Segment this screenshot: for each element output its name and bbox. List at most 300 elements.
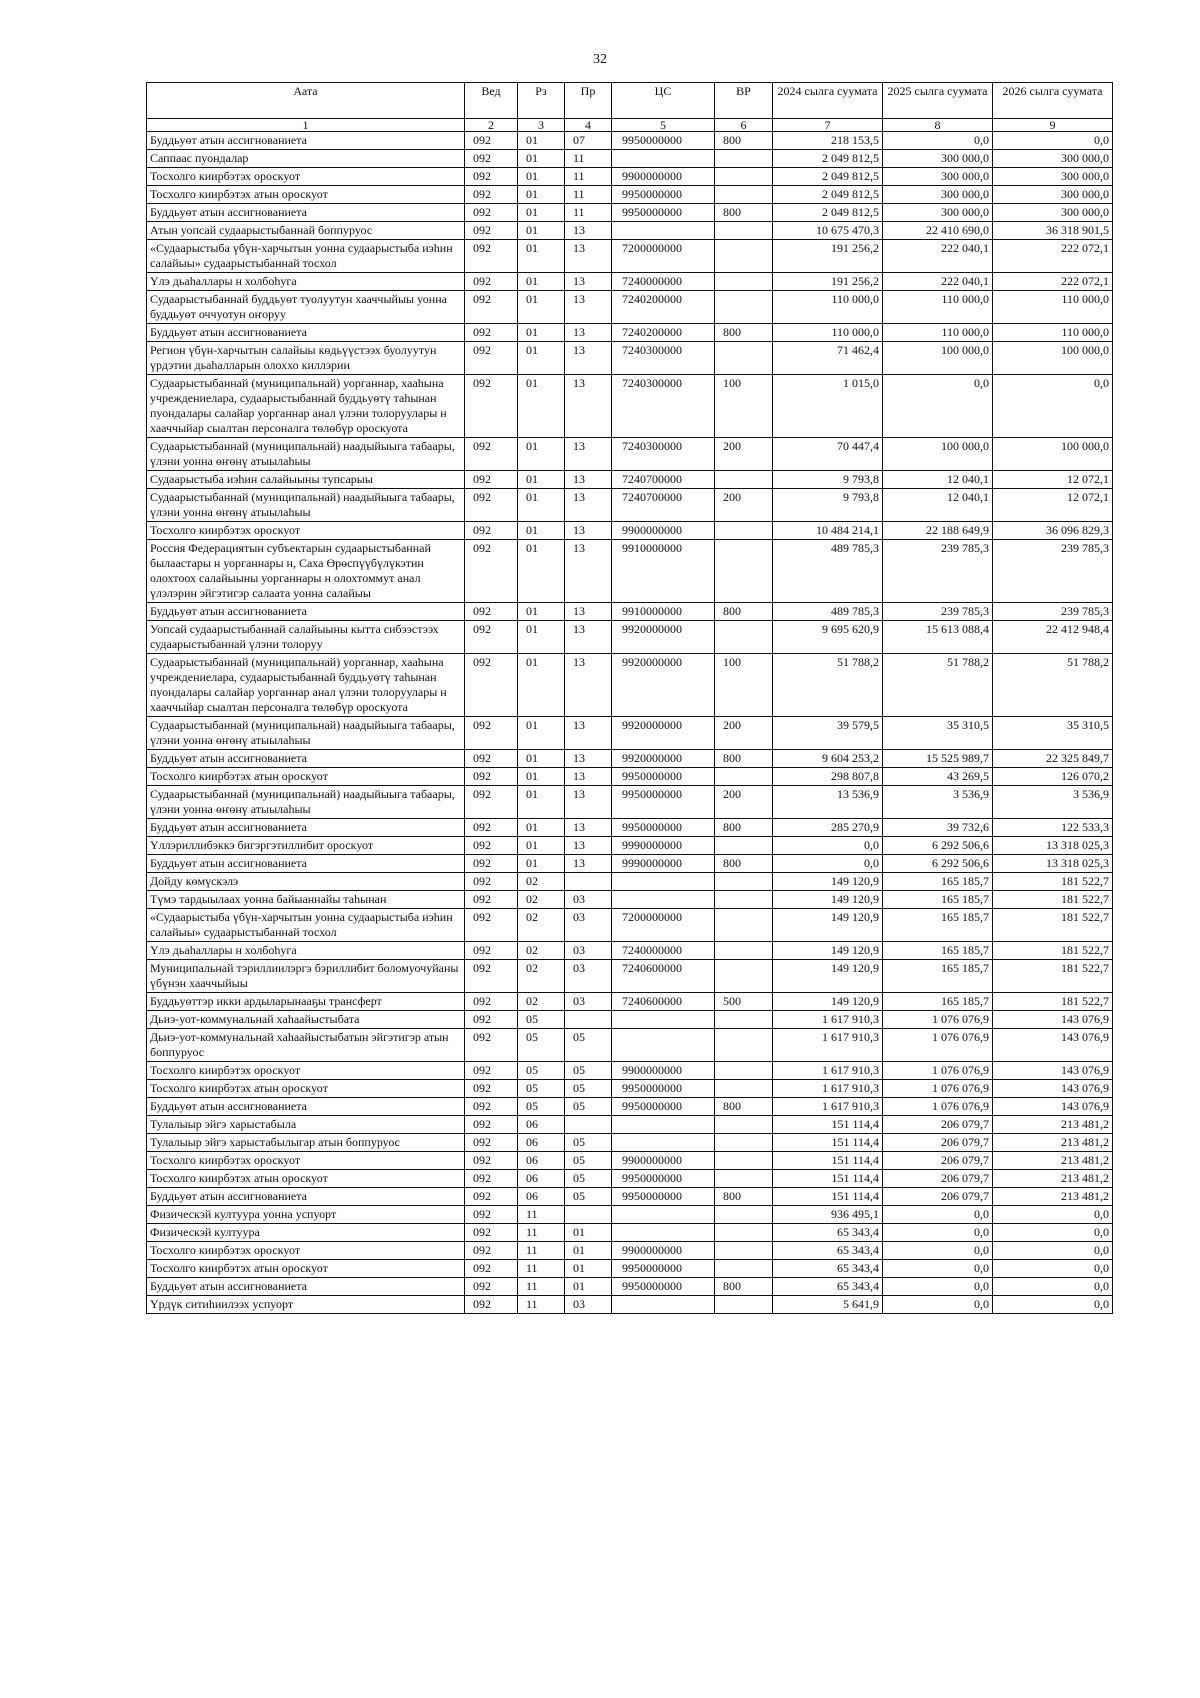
cs-cell: 9950000000 xyxy=(612,1188,715,1206)
row-name-cell: Тосхолго киирбэтэх атын ороскуот xyxy=(147,1170,465,1188)
table-row xyxy=(147,786,1113,819)
rz-cell: 01 xyxy=(518,489,565,522)
amount-2025-cell: 206 079,7 xyxy=(883,1116,993,1134)
vr-cell: 800 xyxy=(715,855,773,873)
table-row xyxy=(147,750,1113,768)
ved-cell: 092 xyxy=(465,837,518,855)
cs-cell: 9950000000 xyxy=(612,786,715,819)
row-name-cell: Буддьуөт атын ассигнованиета xyxy=(147,1098,465,1116)
rz-cell: 01 xyxy=(518,603,565,621)
amount-2026-cell: 181 522,7 xyxy=(993,873,1113,891)
ved-cell: 092 xyxy=(465,1260,518,1278)
pr-cell xyxy=(565,873,612,891)
amount-2024-cell: 1 617 910,3 xyxy=(773,1062,883,1080)
pr-cell: 13 xyxy=(565,717,612,750)
column-number: 5 xyxy=(612,119,715,132)
pr-cell: 05 xyxy=(565,1188,612,1206)
amount-2025-cell: 300 000,0 xyxy=(883,150,993,168)
rz-cell: 01 xyxy=(518,540,565,603)
amount-2026-cell: 143 076,9 xyxy=(993,1062,1113,1080)
pr-cell: 13 xyxy=(565,786,612,819)
pr-cell: 11 xyxy=(565,204,612,222)
vr-cell xyxy=(715,1224,773,1242)
amount-2024-cell: 489 785,3 xyxy=(773,540,883,603)
rz-cell: 11 xyxy=(518,1278,565,1296)
ved-cell: 092 xyxy=(465,621,518,654)
amount-2026-cell: 300 000,0 xyxy=(993,168,1113,186)
vr-cell: 800 xyxy=(715,603,773,621)
amount-2026-cell: 122 533,3 xyxy=(993,819,1113,837)
cs-cell: 9950000000 xyxy=(612,1098,715,1116)
cs-cell: 9900000000 xyxy=(612,1152,715,1170)
pr-cell: 13 xyxy=(565,837,612,855)
pr-cell xyxy=(565,1116,612,1134)
row-name-cell: Буддьуөт атын ассигнованиета xyxy=(147,603,465,621)
pr-cell: 13 xyxy=(565,768,612,786)
amount-2026-cell: 100 000,0 xyxy=(993,342,1113,375)
pr-cell: 13 xyxy=(565,654,612,717)
rz-cell: 02 xyxy=(518,993,565,1011)
pr-cell: 13 xyxy=(565,324,612,342)
cs-cell xyxy=(612,1011,715,1029)
amount-2025-cell: 22 188 649,9 xyxy=(883,522,993,540)
amount-2025-cell: 165 185,7 xyxy=(883,993,993,1011)
pr-cell: 01 xyxy=(565,1278,612,1296)
vr-cell xyxy=(715,150,773,168)
ved-cell: 092 xyxy=(465,1098,518,1116)
vr-cell xyxy=(715,1029,773,1062)
row-name-cell: Буддьуөттэр икки ардыларынааҕы трансферт xyxy=(147,993,465,1011)
row-name-cell: Судаарыстыбаннай (муниципальнай) наадыйыыга табаары, үлэни уонна өҥөнү атыылаһыы xyxy=(147,786,465,819)
amount-2024-cell: 5 641,9 xyxy=(773,1296,883,1314)
row-name-cell: Судаарыстыбаннай (муниципальнай) уорганнар, хааһына учреждениелара, судаарыстыбаннай буддьуөтү таһынан пуондалары салайар уорганнар анал үлэни толоруулары н хааччыйар сыалтан персоналга төлөбүр ороскуота xyxy=(147,375,465,438)
ved-cell: 092 xyxy=(465,1278,518,1296)
pr-cell: 13 xyxy=(565,438,612,471)
amount-2026-cell: 13 318 025,3 xyxy=(993,837,1113,855)
amount-2025-cell: 165 185,7 xyxy=(883,942,993,960)
pr-cell: 13 xyxy=(565,855,612,873)
amount-2024-cell: 70 447,4 xyxy=(773,438,883,471)
amount-2026-cell: 213 481,2 xyxy=(993,1170,1113,1188)
amount-2025-cell: 3 536,9 xyxy=(883,786,993,819)
header-name: Аата xyxy=(147,83,465,119)
header-vr: ВР xyxy=(715,83,773,119)
vr-cell: 800 xyxy=(715,204,773,222)
row-name-cell: Тосхолго киирбэтэх ороскуот xyxy=(147,168,465,186)
ved-cell: 092 xyxy=(465,1080,518,1098)
amount-2025-cell: 15 613 088,4 xyxy=(883,621,993,654)
row-name-cell: Судаарыстыба иэһин салайыыны тупсарыы xyxy=(147,471,465,489)
table-row xyxy=(147,471,1113,489)
vr-cell xyxy=(715,222,773,240)
amount-2026-cell: 36 096 829,3 xyxy=(993,522,1113,540)
cs-cell: 9950000000 xyxy=(612,1260,715,1278)
table-row xyxy=(147,1098,1113,1116)
cs-cell: 7240300000 xyxy=(612,342,715,375)
rz-cell: 01 xyxy=(518,132,565,150)
table-row xyxy=(147,168,1113,186)
cs-cell: 7240000000 xyxy=(612,942,715,960)
rz-cell: 01 xyxy=(518,855,565,873)
amount-2025-cell: 12 040,1 xyxy=(883,489,993,522)
cs-cell: 9950000000 xyxy=(612,1080,715,1098)
cs-cell: 9990000000 xyxy=(612,837,715,855)
table-row xyxy=(147,522,1113,540)
amount-2026-cell: 213 481,2 xyxy=(993,1116,1113,1134)
table-row xyxy=(147,1116,1113,1134)
vr-cell xyxy=(715,1206,773,1224)
vr-cell xyxy=(715,1062,773,1080)
amount-2026-cell: 300 000,0 xyxy=(993,150,1113,168)
amount-2026-cell: 0,0 xyxy=(993,375,1113,438)
rz-cell: 01 xyxy=(518,750,565,768)
amount-2025-cell: 110 000,0 xyxy=(883,324,993,342)
pr-cell: 13 xyxy=(565,750,612,768)
header-ved: Вед xyxy=(465,83,518,119)
table-row xyxy=(147,1062,1113,1080)
row-name-cell: Тосхолго киирбэтэх ороскуот xyxy=(147,1062,465,1080)
vr-cell xyxy=(715,291,773,324)
amount-2024-cell: 285 270,9 xyxy=(773,819,883,837)
vr-cell xyxy=(715,1260,773,1278)
amount-2025-cell: 15 525 989,7 xyxy=(883,750,993,768)
table-row xyxy=(147,273,1113,291)
amount-2024-cell: 151 114,4 xyxy=(773,1170,883,1188)
ved-cell: 092 xyxy=(465,750,518,768)
rz-cell: 01 xyxy=(518,837,565,855)
amount-2025-cell: 165 185,7 xyxy=(883,960,993,993)
table-row xyxy=(147,909,1113,942)
row-name-cell: Үрдүк ситиһиилээх успуорт xyxy=(147,1296,465,1314)
amount-2024-cell: 151 114,4 xyxy=(773,1188,883,1206)
amount-2024-cell: 9 604 253,2 xyxy=(773,750,883,768)
row-name-cell: Уопсай судаарыстыбаннай салайыыны кытта сибээстээх судаарыстыбаннай үлэни толоруу xyxy=(147,621,465,654)
amount-2024-cell: 151 114,4 xyxy=(773,1116,883,1134)
row-name-cell: Муниципальнай тэриллиилэргэ бэриллибит боломуочуйаны үбүнэн хааччыйыы xyxy=(147,960,465,993)
rz-cell: 11 xyxy=(518,1260,565,1278)
amount-2025-cell: 300 000,0 xyxy=(883,186,993,204)
amount-2024-cell: 51 788,2 xyxy=(773,654,883,717)
column-number: 9 xyxy=(993,119,1113,132)
row-name-cell: «Судаарыстыба үбүн-харчытын уонна судаарыстыба иэһин салайыы» судаарыстыбаннай тосхол xyxy=(147,909,465,942)
pr-cell: 13 xyxy=(565,240,612,273)
amount-2025-cell: 0,0 xyxy=(883,1296,993,1314)
amount-2026-cell: 181 522,7 xyxy=(993,960,1113,993)
rz-cell: 01 xyxy=(518,150,565,168)
rz-cell: 01 xyxy=(518,273,565,291)
vr-cell: 200 xyxy=(715,786,773,819)
cs-cell: 9950000000 xyxy=(612,1278,715,1296)
table-row xyxy=(147,717,1113,750)
amount-2025-cell: 0,0 xyxy=(883,1260,993,1278)
row-name-cell: Судаарыстыбаннай (муниципальнай) наадыйыыга табаары, үлэни уонна өҥөнү атыылаһыы xyxy=(147,438,465,471)
vr-cell xyxy=(715,168,773,186)
row-name-cell: Россия Федерациятын субъектарын судаарыстыбаннай былаастары н уорганнары н, Саха Өрөспүүбүлүкэтин олохтоох салайыыны уорганнары н олохтоммут анал үлэлэрин эйгэтигэр салаата уонна салайыы xyxy=(147,540,465,603)
amount-2025-cell: 12 040,1 xyxy=(883,471,993,489)
amount-2024-cell: 936 495,1 xyxy=(773,1206,883,1224)
rz-cell: 02 xyxy=(518,873,565,891)
pr-cell: 13 xyxy=(565,375,612,438)
table-row xyxy=(147,621,1113,654)
vr-cell xyxy=(715,1116,773,1134)
table-row xyxy=(147,960,1113,993)
amount-2025-cell: 165 185,7 xyxy=(883,909,993,942)
cs-cell xyxy=(612,873,715,891)
vr-cell: 800 xyxy=(715,750,773,768)
rz-cell: 02 xyxy=(518,909,565,942)
ved-cell: 092 xyxy=(465,540,518,603)
row-name-cell: Тосхолго киирбэтэх атын ороскуот xyxy=(147,1260,465,1278)
table-body xyxy=(147,132,1113,1314)
vr-cell xyxy=(715,768,773,786)
amount-2026-cell: 222 072,1 xyxy=(993,273,1113,291)
vr-cell: 200 xyxy=(715,717,773,750)
cs-cell xyxy=(612,891,715,909)
pr-cell: 13 xyxy=(565,291,612,324)
rz-cell: 01 xyxy=(518,375,565,438)
row-name-cell: Үллэриллибэккэ бигэргэтиллибит ороскуот xyxy=(147,837,465,855)
pr-cell: 05 xyxy=(565,1080,612,1098)
amount-2026-cell: 181 522,7 xyxy=(993,942,1113,960)
row-name-cell: Буддьуөт атын ассигнованиета xyxy=(147,855,465,873)
vr-cell xyxy=(715,342,773,375)
vr-cell: 100 xyxy=(715,654,773,717)
rz-cell: 01 xyxy=(518,291,565,324)
header-2024: 2024 сылга суумата xyxy=(773,83,883,119)
amount-2025-cell: 239 785,3 xyxy=(883,540,993,603)
table-row xyxy=(147,654,1113,717)
pr-cell: 13 xyxy=(565,273,612,291)
ved-cell: 092 xyxy=(465,273,518,291)
amount-2025-cell: 43 269,5 xyxy=(883,768,993,786)
table-row xyxy=(147,204,1113,222)
header-rz: Рз xyxy=(518,83,565,119)
ved-cell: 092 xyxy=(465,768,518,786)
amount-2025-cell: 35 310,5 xyxy=(883,717,993,750)
table-row xyxy=(147,1242,1113,1260)
header-pr: Пр xyxy=(565,83,612,119)
ved-cell: 092 xyxy=(465,1029,518,1062)
cs-cell xyxy=(612,150,715,168)
header-cs: ЦС xyxy=(612,83,715,119)
table-row xyxy=(147,342,1113,375)
table-row xyxy=(147,993,1113,1011)
pr-cell: 13 xyxy=(565,222,612,240)
pr-cell: 11 xyxy=(565,168,612,186)
cs-cell: 7200000000 xyxy=(612,240,715,273)
amount-2025-cell: 100 000,0 xyxy=(883,438,993,471)
row-name-cell: Судаарыстыбаннай (муниципальнай) наадыйыыга табаары, үлэни уонна өҥөнү атыылаһыы xyxy=(147,717,465,750)
amount-2024-cell: 1 617 910,3 xyxy=(773,1080,883,1098)
vr-cell xyxy=(715,1170,773,1188)
amount-2026-cell: 222 072,1 xyxy=(993,240,1113,273)
amount-2025-cell: 39 732,6 xyxy=(883,819,993,837)
table-row xyxy=(147,186,1113,204)
table-row xyxy=(147,603,1113,621)
ved-cell: 092 xyxy=(465,375,518,438)
pr-cell: 03 xyxy=(565,942,612,960)
amount-2026-cell: 0,0 xyxy=(993,1242,1113,1260)
ved-cell: 092 xyxy=(465,993,518,1011)
pr-cell: 03 xyxy=(565,1296,612,1314)
ved-cell: 092 xyxy=(465,168,518,186)
table-row xyxy=(147,1224,1113,1242)
amount-2024-cell: 10 675 470,3 xyxy=(773,222,883,240)
amount-2025-cell: 0,0 xyxy=(883,1206,993,1224)
cs-cell: 9950000000 xyxy=(612,1170,715,1188)
pr-cell: 05 xyxy=(565,1134,612,1152)
amount-2024-cell: 2 049 812,5 xyxy=(773,150,883,168)
amount-2024-cell: 191 256,2 xyxy=(773,273,883,291)
ved-cell: 092 xyxy=(465,1152,518,1170)
vr-cell: 800 xyxy=(715,132,773,150)
pr-cell: 05 xyxy=(565,1170,612,1188)
vr-cell: 800 xyxy=(715,1098,773,1116)
pr-cell: 01 xyxy=(565,1224,612,1242)
amount-2026-cell: 12 072,1 xyxy=(993,489,1113,522)
amount-2025-cell: 1 076 076,9 xyxy=(883,1029,993,1062)
row-name-cell: Тулалыыр эйгэ харыстабыла xyxy=(147,1116,465,1134)
ved-cell: 092 xyxy=(465,240,518,273)
amount-2026-cell: 0,0 xyxy=(993,1206,1113,1224)
vr-cell: 200 xyxy=(715,489,773,522)
pr-cell: 01 xyxy=(565,1260,612,1278)
table-row xyxy=(147,240,1113,273)
cs-cell: 9900000000 xyxy=(612,1242,715,1260)
amount-2024-cell: 2 049 812,5 xyxy=(773,186,883,204)
amount-2025-cell: 1 076 076,9 xyxy=(883,1098,993,1116)
amount-2025-cell: 1 076 076,9 xyxy=(883,1080,993,1098)
pr-cell: 13 xyxy=(565,603,612,621)
amount-2026-cell: 100 000,0 xyxy=(993,438,1113,471)
row-name-cell: Тулалыыр эйгэ харыстабылыгар атын боппуруос xyxy=(147,1134,465,1152)
table-row xyxy=(147,1170,1113,1188)
cs-cell: 9900000000 xyxy=(612,522,715,540)
ved-cell: 092 xyxy=(465,819,518,837)
amount-2026-cell: 126 070,2 xyxy=(993,768,1113,786)
row-name-cell: Үлэ дьаһаллары н холбоһуга xyxy=(147,942,465,960)
vr-cell xyxy=(715,960,773,993)
cs-cell: 7240700000 xyxy=(612,471,715,489)
amount-2025-cell: 206 079,7 xyxy=(883,1170,993,1188)
amount-2025-cell: 0,0 xyxy=(883,1242,993,1260)
amount-2026-cell: 213 481,2 xyxy=(993,1134,1113,1152)
row-name-cell: Дьиэ-уот-коммунальнай хаһаайыстыбатын эйгэтигэр атын боппуруос xyxy=(147,1029,465,1062)
cs-cell: 9900000000 xyxy=(612,1062,715,1080)
vr-cell xyxy=(715,540,773,603)
row-name-cell: Физическэй култуура xyxy=(147,1224,465,1242)
vr-cell: 800 xyxy=(715,1278,773,1296)
amount-2025-cell: 206 079,7 xyxy=(883,1188,993,1206)
ved-cell: 092 xyxy=(465,291,518,324)
amount-2025-cell: 1 076 076,9 xyxy=(883,1062,993,1080)
rz-cell: 11 xyxy=(518,1296,565,1314)
column-number: 4 xyxy=(565,119,612,132)
cs-cell: 7240600000 xyxy=(612,993,715,1011)
pr-cell: 07 xyxy=(565,132,612,150)
row-name-cell: Физическэй култуура уонна успуорт xyxy=(147,1206,465,1224)
vr-cell xyxy=(715,942,773,960)
amount-2024-cell: 218 153,5 xyxy=(773,132,883,150)
rz-cell: 06 xyxy=(518,1188,565,1206)
amount-2026-cell: 213 481,2 xyxy=(993,1188,1113,1206)
amount-2025-cell: 6 292 506,6 xyxy=(883,855,993,873)
rz-cell: 01 xyxy=(518,186,565,204)
vr-cell: 500 xyxy=(715,993,773,1011)
amount-2024-cell: 10 484 214,1 xyxy=(773,522,883,540)
cs-cell: 7240200000 xyxy=(612,291,715,324)
row-name-cell: Буддьуөт атын ассигнованиета xyxy=(147,324,465,342)
ved-cell: 092 xyxy=(465,222,518,240)
rz-cell: 06 xyxy=(518,1134,565,1152)
amount-2024-cell: 149 120,9 xyxy=(773,942,883,960)
amount-2024-cell: 489 785,3 xyxy=(773,603,883,621)
pr-cell: 03 xyxy=(565,960,612,993)
pr-cell: 11 xyxy=(565,150,612,168)
rz-cell: 06 xyxy=(518,1116,565,1134)
ved-cell: 092 xyxy=(465,438,518,471)
table-row xyxy=(147,1080,1113,1098)
row-name-cell: Түмэ тардыылаах уонна байыаннайы таһынан xyxy=(147,891,465,909)
row-name-cell: Үлэ дьаһаллары н холбоһуга xyxy=(147,273,465,291)
amount-2026-cell: 36 318 901,5 xyxy=(993,222,1113,240)
vr-cell: 800 xyxy=(715,324,773,342)
table-row xyxy=(147,438,1113,471)
amount-2026-cell: 13 318 025,3 xyxy=(993,855,1113,873)
cs-cell: 9900000000 xyxy=(612,168,715,186)
column-number: 6 xyxy=(715,119,773,132)
cs-cell: 9910000000 xyxy=(612,603,715,621)
vr-cell xyxy=(715,621,773,654)
rz-cell: 01 xyxy=(518,654,565,717)
table-row xyxy=(147,222,1113,240)
ved-cell: 092 xyxy=(465,855,518,873)
row-name-cell: Дойду көмүскэлэ xyxy=(147,873,465,891)
rz-cell: 01 xyxy=(518,342,565,375)
ved-cell: 092 xyxy=(465,150,518,168)
amount-2024-cell: 151 114,4 xyxy=(773,1152,883,1170)
table-row xyxy=(147,942,1113,960)
cs-cell: 7240200000 xyxy=(612,324,715,342)
table-row xyxy=(147,291,1113,324)
row-name-cell: Атын уопсай судаарыстыбаннай боппуруос xyxy=(147,222,465,240)
rz-cell: 01 xyxy=(518,168,565,186)
amount-2024-cell: 149 120,9 xyxy=(773,960,883,993)
amount-2026-cell: 143 076,9 xyxy=(993,1098,1113,1116)
amount-2024-cell: 149 120,9 xyxy=(773,891,883,909)
amount-2024-cell: 39 579,5 xyxy=(773,717,883,750)
cs-cell xyxy=(612,1224,715,1242)
vr-cell xyxy=(715,1152,773,1170)
table-row xyxy=(147,1134,1113,1152)
table-row xyxy=(147,891,1113,909)
rz-cell: 05 xyxy=(518,1062,565,1080)
table-row xyxy=(147,819,1113,837)
ved-cell: 092 xyxy=(465,1134,518,1152)
pr-cell: 01 xyxy=(565,1242,612,1260)
ved-cell: 092 xyxy=(465,204,518,222)
row-name-cell: Судаарыстыбаннай (муниципальнай) наадыйыыга табаары, үлэни уонна өҥөнү атыылаһыы xyxy=(147,489,465,522)
pr-cell: 13 xyxy=(565,819,612,837)
amount-2026-cell: 0,0 xyxy=(993,1260,1113,1278)
table-row xyxy=(147,1296,1113,1314)
table-row xyxy=(147,873,1113,891)
pr-cell: 11 xyxy=(565,186,612,204)
amount-2026-cell: 35 310,5 xyxy=(993,717,1113,750)
amount-2026-cell: 22 325 849,7 xyxy=(993,750,1113,768)
cs-cell: 7240700000 xyxy=(612,489,715,522)
table-row xyxy=(147,375,1113,438)
